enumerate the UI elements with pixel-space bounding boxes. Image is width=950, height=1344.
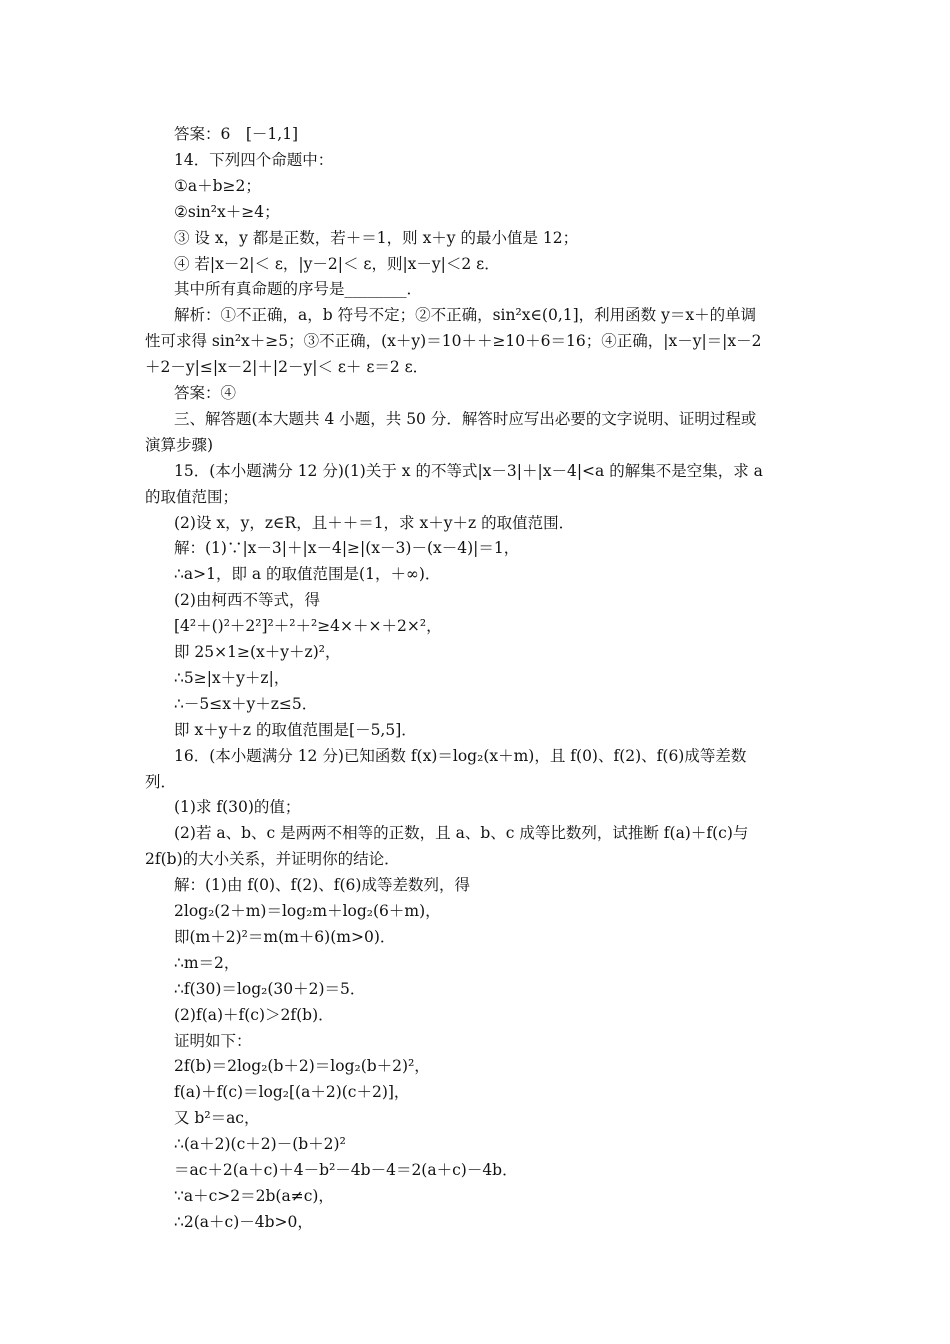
text-line: 解析：①不正确，a，b 符号不定；②不正确，sin²x∈(0,1]，利用函数 y＝x＋的单调 xyxy=(174,306,757,325)
text-line: f(a)＋f(c)＝log₂[(a＋2)(c＋2)]， xyxy=(174,1083,410,1102)
text-line: ∴m＝2， xyxy=(174,953,240,972)
text-line: ∴5≥|x＋y＋z|， xyxy=(174,668,290,687)
text-line: (1)求 f(30)的值； xyxy=(174,798,301,817)
text-line: ∴a>1，即 a 的取值范围是(1，＋∞)． xyxy=(174,565,441,584)
text-line: 解：(1)∵|x－3|＋|x－4|≥|(x－3)－(x－4)|＝1， xyxy=(174,539,520,558)
text-line: (2)若 a、b、c 是两两不相等的正数，且 a、b、c 成等比数列，试推断 f(a)＋f(c)与 xyxy=(174,824,749,843)
text-line: ③ 设 x，y 都是正数，若＋＝1，则 x＋y 的最小值是 12； xyxy=(174,228,579,247)
text-line: 又 b²＝ac， xyxy=(174,1109,260,1128)
text-line: ∵a＋c>2＝2b(a≠c)， xyxy=(174,1186,334,1205)
text-line: 的取值范围； xyxy=(145,487,239,506)
text-line: 2f(b)的大小关系，并证明你的结论． xyxy=(145,850,400,869)
text-line: 即 x＋y＋z 的取值范围是[－5,5]． xyxy=(174,720,417,739)
text-line: ②sin²x＋≥4； xyxy=(174,202,280,221)
text-line: 三、解答题(本大题共 4 小题，共 50 分．解答时应写出必要的文字说明、证明过程或 xyxy=(174,409,757,428)
text-line: (2)由柯西不等式，得 xyxy=(174,591,320,610)
text-line: ＋2－y|≤|x－2|＋|2－y|＜ ε＋ ε＝2 ε． xyxy=(145,358,429,377)
text-line: 演算步骤) xyxy=(145,435,214,454)
text-line: 解：(1)由 f(0)、f(2)、f(6)成等差数列，得 xyxy=(174,876,470,895)
text-line: (2)f(a)＋f(c)＞2f(b)． xyxy=(174,1005,334,1024)
text-line: ∴f(30)＝log₂(30＋2)＝5． xyxy=(174,979,366,998)
text-line: ＝ac＋2(a＋c)＋4－b²－4b－4＝2(a＋c)－4b． xyxy=(174,1161,518,1179)
text-line: 16．(本小题满分 12 分)已知函数 f(x)＝log₂(x＋m)，且 f(0)、f(2)、f(6)成等差数 xyxy=(174,746,747,765)
text-line: 性可求得 sin²x＋≥5；③不正确，(x＋y)＝10＋＋≥10＋6＝16；④正确，|x－y|＝|x－2 xyxy=(145,332,762,351)
text-line: ①a＋b≥2； xyxy=(174,176,261,195)
text-line: ∴2(a＋c)－4b>0， xyxy=(174,1212,313,1231)
text-line: 15．(本小题满分 12 分)(1)关于 x 的不等式|x－3|＋|x－4|<a 的解集不是空集，求 a xyxy=(174,461,763,480)
text-line: 列． xyxy=(145,772,177,791)
text-line: ∴(a＋2)(c＋2)－(b＋2)² xyxy=(174,1135,346,1154)
text-line: [4²＋()²＋2²]²＋²＋²≥4×＋×＋2×²， xyxy=(174,617,442,636)
text-line: 2f(b)＝2log₂(b＋2)＝log₂(b＋2)²， xyxy=(174,1057,430,1076)
text-line: (2)设 x，y，z∈R，且＋＋＝1，求 x＋y＋z 的取值范围． xyxy=(174,513,575,532)
text-line: 答案：6 [－1,1] xyxy=(174,125,299,143)
text-line: 14．下列四个命题中： xyxy=(174,150,334,169)
text-line: 即 25×1≥(x＋y＋z)²， xyxy=(174,643,341,661)
text-line: 其中所有真命题的序号是________． xyxy=(174,280,423,299)
text-line: 2log₂(2＋m)＝log₂m＋log₂(6＋m)， xyxy=(174,902,441,920)
text-line: 答案：④ xyxy=(174,384,237,402)
text-line: ∴－5≤x＋y＋z≤5． xyxy=(174,694,318,713)
text-line: 证明如下： xyxy=(174,1031,252,1050)
text-line: 即(m＋2)²＝m(m＋6)(m>0)． xyxy=(174,927,396,946)
text-line: ④ 若|x－2|＜ ε，|y－2|＜ ε，则|x－y|＜2 ε． xyxy=(174,254,500,273)
